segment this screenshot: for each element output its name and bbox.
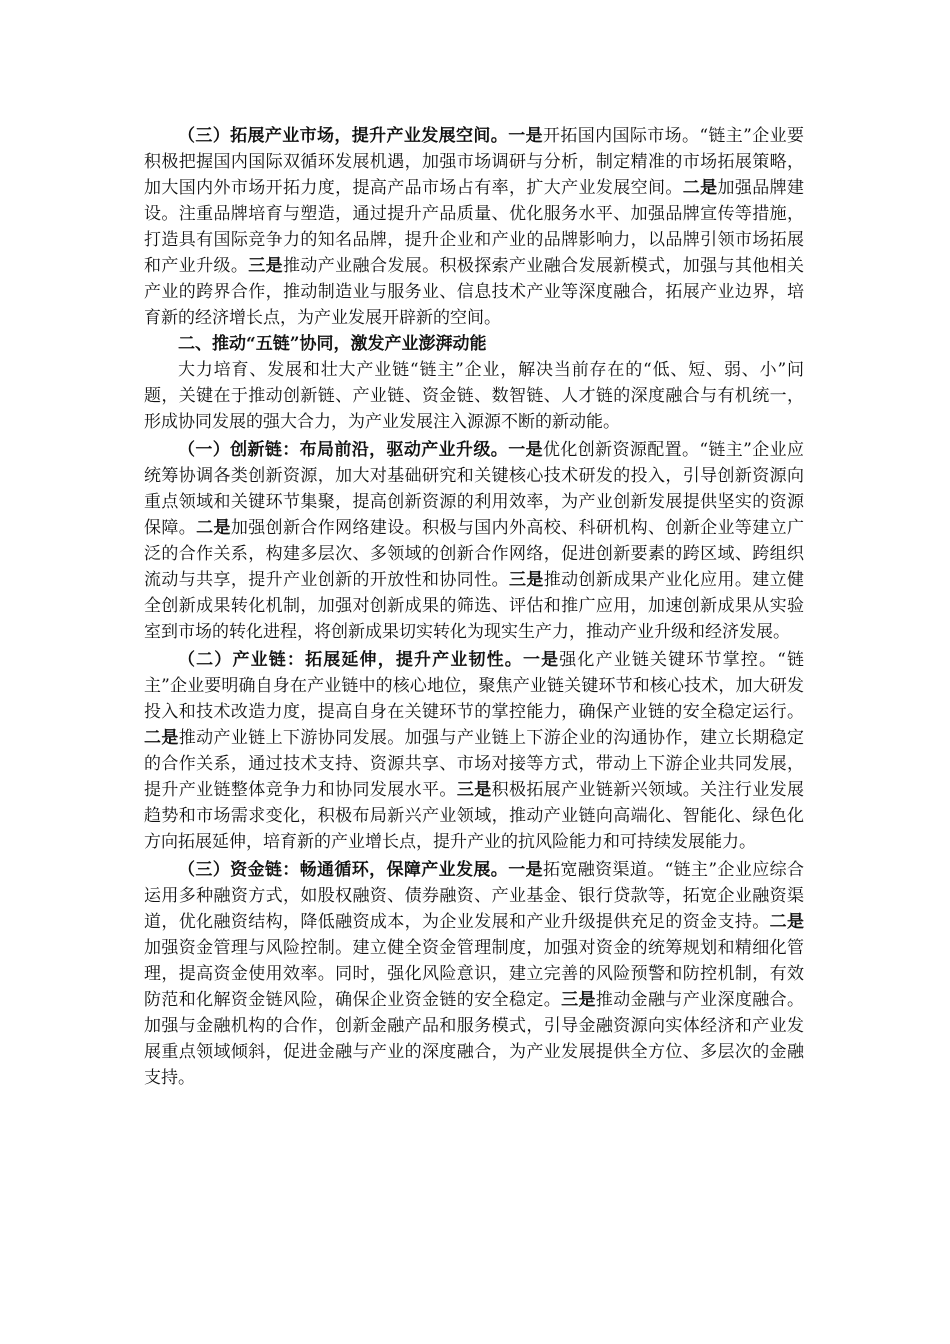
paragraph-capital-chain [144,857,804,1091]
document-page [144,123,804,1091]
point-text: 开拓国内国际市场。“链主”企业要积极把握国内国际双循环发展机遇，加强市场调研与分析，制定精准的市场拓展策略，加大国内外市场开拓力度，提高产品市场占有率，扩大产业发展空间。 [144,126,805,198]
paragraph-intro: 大力培育、发展和壮大产业链“链主”企业，解决当前存在的“低、短、弱、小”问题，关键在于推动创新链、产业链、资金链、数智链、人才链的深度融合与有机统一，形成协同发展的强大合力，为产业发展注入源源不断的新动能。 [144,360,804,432]
point-marker: 三是 [248,256,284,276]
point-text: 积极拓展产业链新兴领域。关注行业发展趋势和市场需求变化，积极布局新兴产业领域，推动产业链向高端化、智能化、绿色化方向拓展延伸，培育新的产业增长点，提升产业的抗风险能力和可持续发展能力。 [144,780,805,852]
point-text: 推动金融与产业深度融合。加强与金融机构的合作，创新金融产品和服务模式，引导金融资源向实体经济和产业发展重点领域倾斜，促进金融与产业的深度融合，为产业发展提供全方位、多层次的金融支持。 [144,990,805,1088]
point-marker: 一是 [508,860,543,880]
paragraph-heading: （二）产业链：拓展延伸，提升产业韧性。 [178,650,523,670]
paragraph-heading: （一）创新链：布局前沿，驱动产业升级。 [178,440,509,460]
point-text: 加强品牌建设。注重品牌培育与塑造，通过提升产品质量、优化服务水平、加强品牌宣传等措施，打造具有国际竞争力的知名品牌，提升企业和产业的品牌影响力，以品牌引领市场拓展和产业升级。 [144,178,805,276]
paragraph-market [144,123,804,331]
point-text: 推动创新成果产业化应用。建立健全创新成果转化机制，加强对创新成果的筛选、评估和推广应用，加速创新成果从实验室到市场的转化进程，将创新成果切实转化为现实生产力，推动产业升级和经济发展。 [144,570,805,642]
point-text: 优化创新资源配置。“链主”企业应统筹协调各类创新资源，加大对基础研究和关键核心技术研发的投入，引导创新资源向重点领域和关键环节集聚，提高创新资源的利用效率，为产业创新发展提供坚实的资源保障。 [144,440,805,538]
point-marker: 二是 [144,728,179,748]
point-marker: 二是 [769,912,805,932]
point-marker: 三是 [456,780,492,800]
point-text: 加强创新合作网络建设。积极与国内外高校、科研机构、创新企业等建立广泛的合作关系，构建多层次、多领域的创新合作网络，促进创新要素的跨区域、跨组织流动与共享，提升产业创新的开放性和协同性。 [144,518,805,590]
point-text: 推动产业链上下游协同发展。加强与产业链上下游企业的沟通协作，建立长期稳定的合作关系，通过技术支持、资源共享、市场对接等方式，带动上下游企业共同发展，提升产业链整体竞争力和协同发展水平。 [144,728,805,800]
point-marker: 二是 [196,518,231,538]
point-text: 强化产业链关键环节掌控。“链主”企业要明确自身在产业链中的核心地位，聚焦产业链关键环节和核心技术，加大研发投入和技术改造力度，提高自身在关键环节的掌控能力，确保产业链的安全稳定运行。 [144,650,804,722]
point-marker: 二是 [682,178,718,198]
point-text: 推动产业融合发展。积极探索产业融合发展新模式，加强与其他相关产业的跨界合作，推动制造业与服务业、信息技术产业等深度融合，拓展产业边界，培育新的经济增长点，为产业发展开辟新的空间。 [144,256,805,328]
paragraph-innovation-chain [144,437,804,645]
point-marker: 三是 [561,990,596,1010]
paragraph-industry-chain [144,647,804,855]
point-marker: 一是 [522,650,560,670]
point-marker: 三是 [508,570,544,590]
section-heading-five-chains: 二、推动“五链”协同，激发产业澎湃动能 [178,334,487,354]
point-marker: 一是 [508,126,543,146]
point-marker: 一是 [508,440,543,460]
paragraph-heading: （三）资金链：畅通循环，保障产业发展。 [178,860,509,880]
point-text: 拓宽融资渠道。“链主”企业应综合运用多种融资方式，如股权融资、债券融资、产业基金、银行贷款等，拓宽企业融资渠道，优化融资结构，降低融资成本，为企业发展和产业升级提供充足的资金支持。 [144,860,805,932]
point-text: 加强资金管理与风险控制。建立健全资金管理制度，加强对资金的统筹规划和精细化管理，提高资金使用效率。同时，强化风险意识，建立完善的风险预警和防控机制，有效防范和化解资金链风险，确保企业资金链的安全稳定。 [144,938,804,1010]
paragraph-heading: （三）拓展产业市场，提升产业发展空间。 [178,126,509,146]
